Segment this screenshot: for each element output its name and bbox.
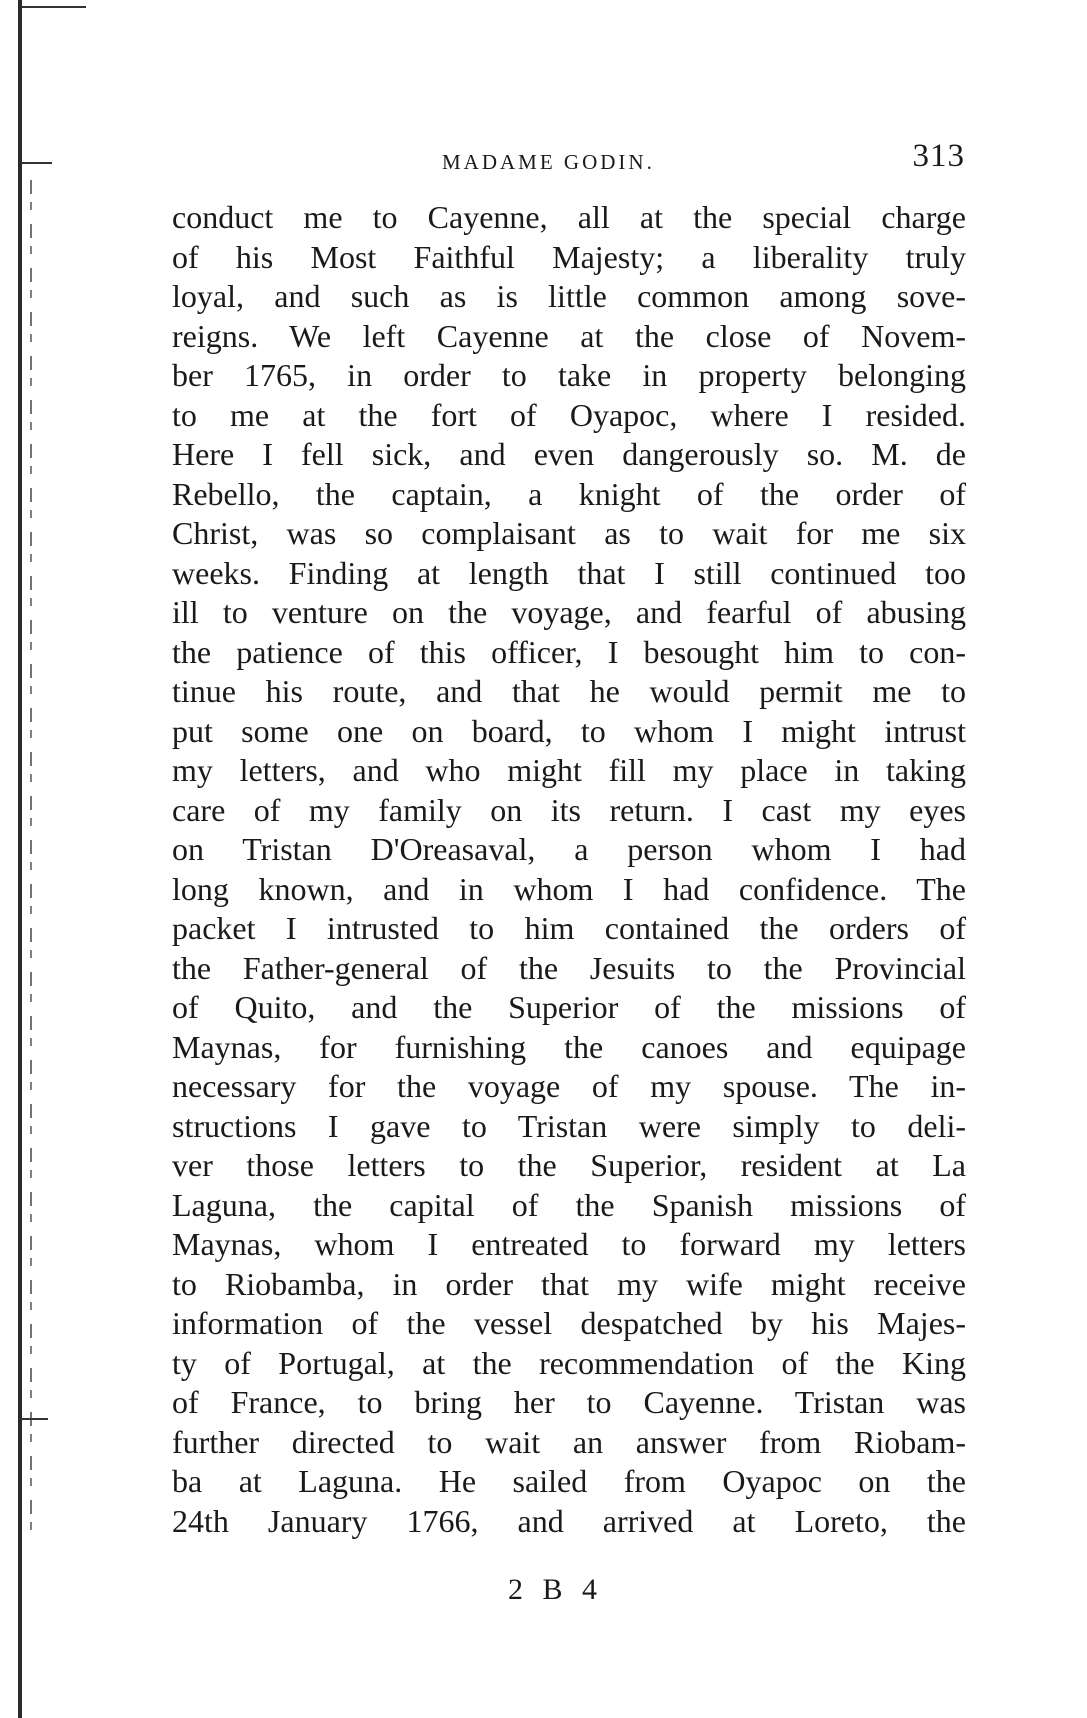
text-line: ty of Portugal, at the recommendation of the King [172,1344,966,1381]
signature-mark: 2 B 4 [508,1573,604,1606]
binding-shadow [30,180,32,1540]
text-line: conduct me to Cayenne, all at the special charge [172,199,966,235]
text-line: long known, and in whom I had confidence. The [172,870,966,907]
text-line: tinue his route, and that he would permit me to [172,673,966,709]
text-line: packet I intrusted to him contained the orders of [172,910,966,946]
body-text [172,198,966,1541]
text-line: ill to venture on the voyage, and fearful of abusing [172,594,966,630]
binding-mark [22,162,52,164]
text-line: the Father-general of the Jesuits to the Provincial [172,949,966,986]
binding-rule [18,0,22,1718]
text-line: put some one on board, to whom I might intrust [172,712,966,749]
text-line: reigns. We left Cayenne at the close of Novem- [172,317,966,354]
text-line: further directed to wait an answer from Riobam- [172,1423,966,1460]
binding-mark [22,6,86,8]
text-line: necessary for the voyage of my spouse. The in- [172,1068,966,1104]
page-number: 313 [912,138,965,174]
text-line: Here I fell sick, and even dangerously so. M. de [172,436,966,472]
text-line: the patience of this officer, I besought him to con- [172,633,966,670]
text-line: information of the vessel despatched by his Majes- [172,1305,966,1341]
text-line: Rebello, the captain, a knight of the order of [172,475,966,512]
text-line: Laguna, the capital of the Spanish missions of [172,1186,966,1223]
text-line: to Riobamba, in order that my wife might receive [172,1265,966,1302]
text-line: to me at the fort of Oyapoc, where I resided. [172,396,966,433]
text-line: of France, to bring her to Cayenne. Tristan was [172,1384,966,1420]
text-line: Maynas, for furnishing the canoes and equipage [172,1028,966,1065]
text-line: on Tristan D'Oreasaval, a person whom I had [172,831,966,867]
page-header [170,138,965,182]
text-line: ver those letters to the Superior, resident at La [172,1147,966,1183]
text-line: ber 1765, in order to take in property belonging [172,357,966,393]
text-line: 24th January 1766, and arrived at Loreto, the [172,1502,966,1539]
text-line: ba at Laguna. He sailed from Oyapoc on the [172,1463,966,1499]
text-line: Christ, was so complaisant as to wait for me six [172,515,966,551]
binding-edge [18,0,40,1718]
text-line: structions I gave to Tristan were simply to deli- [172,1107,966,1144]
text-line: my letters, and who might fill my place in taking [172,752,966,788]
text-line: Maynas, whom I entreated to forward my letters [172,1226,966,1262]
text-line: of his Most Faithful Majesty; a liberality truly [172,238,966,275]
text-line: loyal, and such as is little common among sove- [172,278,966,314]
binding-mark [18,1418,48,1420]
text-line: weeks. Finding at length that I still continued too [172,554,966,591]
text-line: of Quito, and the Superior of the missions of [172,989,966,1025]
running-head: MADAME GODIN. [442,150,655,174]
text-line: care of my family on its return. I cast my eyes [172,791,966,828]
